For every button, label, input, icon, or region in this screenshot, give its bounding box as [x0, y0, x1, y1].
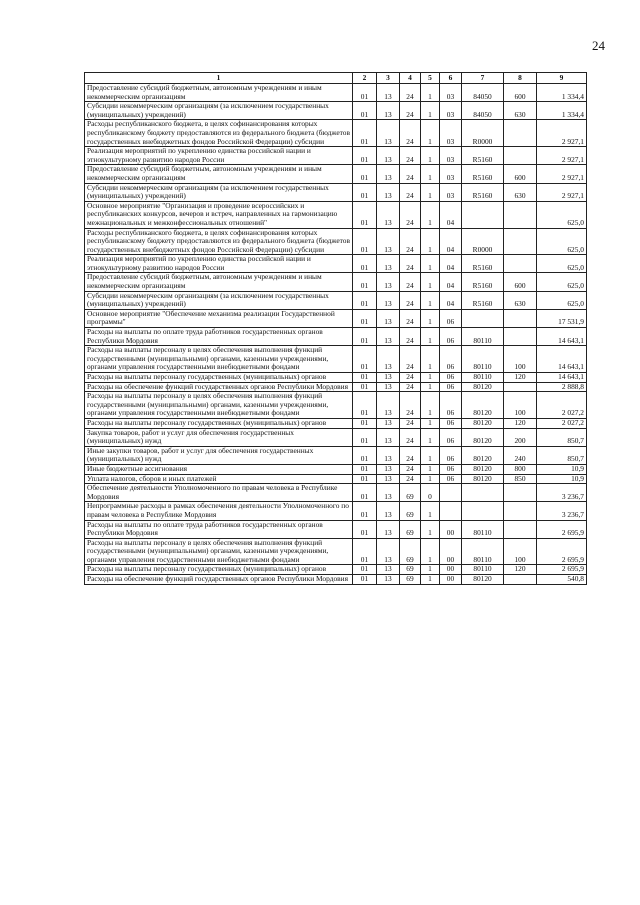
- subsection-code-cell: 13: [377, 565, 400, 575]
- subprogram-code-cell: 0: [421, 484, 440, 502]
- expense-type-code-cell: 600: [504, 273, 537, 291]
- column-header: 4: [400, 73, 421, 84]
- section-code-cell: 01: [353, 565, 377, 575]
- subprogram-code-cell: 1: [421, 474, 440, 484]
- program-code-cell: 24: [400, 273, 421, 291]
- section-code-cell: 01: [353, 309, 377, 327]
- amount-cell: 625,0: [537, 201, 587, 228]
- table-row: [85, 538, 587, 565]
- subprogram-code-cell: 1: [421, 120, 440, 147]
- subprogram-code-cell: 1: [421, 464, 440, 474]
- subprogram-code-cell: 1: [421, 328, 440, 346]
- table-row: [85, 346, 587, 373]
- row-name-cell: Иные бюджетные ассигнования: [85, 464, 353, 474]
- direction-code-cell: 80110: [462, 328, 504, 346]
- table-row: [85, 84, 587, 102]
- event-code-cell: 06: [440, 309, 462, 327]
- column-header: 1: [85, 73, 353, 84]
- amount-cell: 2 027,2: [537, 392, 587, 419]
- section-code-cell: 01: [353, 484, 377, 502]
- direction-code-cell: 80110: [462, 520, 504, 538]
- expense-type-code-cell: [504, 328, 537, 346]
- expense-type-code-cell: [504, 120, 537, 147]
- row-name-cell: Расходы республиканского бюджета, в целях софинансирования которых республиканскому бюджету предоставляются из федерального бюджета (бюджетов государственных внебюджетных фондов Российской Федерации) субсидии: [85, 228, 353, 255]
- direction-code-cell: R5160: [462, 147, 504, 165]
- program-code-cell: 24: [400, 446, 421, 464]
- subsection-code-cell: 13: [377, 428, 400, 446]
- column-header: 2: [353, 73, 377, 84]
- section-code-cell: 01: [353, 273, 377, 291]
- section-code-cell: 01: [353, 228, 377, 255]
- program-code-cell: 24: [400, 309, 421, 327]
- subsection-code-cell: 13: [377, 273, 400, 291]
- expense-type-code-cell: 630: [504, 102, 537, 120]
- subsection-code-cell: 13: [377, 418, 400, 428]
- row-name-cell: Расходы на выплаты персоналу государственных (муниципальных) органов: [85, 373, 353, 383]
- program-code-cell: 24: [400, 147, 421, 165]
- subsection-code-cell: 13: [377, 120, 400, 147]
- expense-type-code-cell: 120: [504, 418, 537, 428]
- row-name-cell: Расходы на выплаты персоналу в целях обеспечения выполнения функций государственными (муниципальными) органами, казенными учреждениями, органами управления государственными внебюджетными фондами: [85, 392, 353, 419]
- expense-type-code-cell: [504, 147, 537, 165]
- subprogram-code-cell: 1: [421, 565, 440, 575]
- table-row: [85, 373, 587, 383]
- table-row: [85, 428, 587, 446]
- table-row: [85, 502, 587, 520]
- row-name-cell: Закупка товаров, работ и услуг для обеспечения государственных (муниципальных) нужд: [85, 428, 353, 446]
- section-code-cell: 01: [353, 201, 377, 228]
- expense-type-code-cell: 630: [504, 291, 537, 309]
- section-code-cell: 01: [353, 382, 377, 392]
- table-row: [85, 255, 587, 273]
- direction-code-cell: 80120: [462, 464, 504, 474]
- section-code-cell: 01: [353, 120, 377, 147]
- event-code-cell: 00: [440, 538, 462, 565]
- subprogram-code-cell: 1: [421, 255, 440, 273]
- program-code-cell: 24: [400, 373, 421, 383]
- program-code-cell: 24: [400, 328, 421, 346]
- expense-type-code-cell: 120: [504, 373, 537, 383]
- subprogram-code-cell: 1: [421, 201, 440, 228]
- table-row: [85, 392, 587, 419]
- event-code-cell: 04: [440, 255, 462, 273]
- row-name-cell: Предоставление субсидий бюджетным, автономным учреждениям и иным некоммерческим организациям: [85, 273, 353, 291]
- expense-type-code-cell: 850: [504, 474, 537, 484]
- program-code-cell: 24: [400, 228, 421, 255]
- program-code-cell: 24: [400, 291, 421, 309]
- table-body: [85, 84, 587, 585]
- event-code-cell: 03: [440, 120, 462, 147]
- event-code-cell: 03: [440, 183, 462, 201]
- row-name-cell: Уплата налогов, сборов и иных платежей: [85, 474, 353, 484]
- row-name-cell: Обеспечение деятельности Уполномоченного по правам человека в Республике Мордовия: [85, 484, 353, 502]
- subsection-code-cell: 13: [377, 446, 400, 464]
- expense-type-code-cell: 600: [504, 165, 537, 183]
- amount-cell: 17 531,9: [537, 309, 587, 327]
- expense-type-code-cell: [504, 484, 537, 502]
- direction-code-cell: [462, 309, 504, 327]
- section-code-cell: 01: [353, 102, 377, 120]
- row-name-cell: Расходы республиканского бюджета, в целях софинансирования которых республиканскому бюджету предоставляются из федерального бюджета (бюджетов государственных внебюджетных фондов Российской Федерации) субсидии: [85, 120, 353, 147]
- subprogram-code-cell: 1: [421, 183, 440, 201]
- amount-cell: 2 695,9: [537, 538, 587, 565]
- expense-type-code-cell: 100: [504, 538, 537, 565]
- subsection-code-cell: 13: [377, 346, 400, 373]
- subsection-code-cell: 13: [377, 382, 400, 392]
- column-header: 9: [537, 73, 587, 84]
- expense-type-code-cell: 800: [504, 464, 537, 474]
- event-code-cell: 06: [440, 428, 462, 446]
- column-header: 7: [462, 73, 504, 84]
- row-name-cell: Расходы на выплаты персоналу государственных (муниципальных) органов: [85, 418, 353, 428]
- subprogram-code-cell: 1: [421, 84, 440, 102]
- budget-table: [84, 72, 587, 585]
- column-header: 5: [421, 73, 440, 84]
- direction-code-cell: 84050: [462, 84, 504, 102]
- amount-cell: 14 643,1: [537, 373, 587, 383]
- amount-cell: 10,9: [537, 464, 587, 474]
- event-code-cell: 04: [440, 228, 462, 255]
- event-code-cell: 04: [440, 273, 462, 291]
- expense-type-code-cell: [504, 228, 537, 255]
- program-code-cell: 24: [400, 474, 421, 484]
- row-name-cell: Основное мероприятие "Обеспечение механизма реализации Государственной программы": [85, 309, 353, 327]
- expense-type-code-cell: [504, 255, 537, 273]
- program-code-cell: 24: [400, 120, 421, 147]
- direction-code-cell: [462, 201, 504, 228]
- section-code-cell: 01: [353, 538, 377, 565]
- subsection-code-cell: 13: [377, 484, 400, 502]
- subsection-code-cell: 13: [377, 392, 400, 419]
- subprogram-code-cell: 1: [421, 446, 440, 464]
- event-code-cell: 03: [440, 165, 462, 183]
- program-code-cell: 69: [400, 502, 421, 520]
- subsection-code-cell: 13: [377, 328, 400, 346]
- program-code-cell: 24: [400, 346, 421, 373]
- expense-type-code-cell: 100: [504, 346, 537, 373]
- row-name-cell: Расходы на обеспечение функций государственных органов Республики Мордовия: [85, 575, 353, 585]
- table-header-row: [85, 73, 587, 84]
- direction-code-cell: 80120: [462, 575, 504, 585]
- section-code-cell: 01: [353, 328, 377, 346]
- event-code-cell: 06: [440, 464, 462, 474]
- direction-code-cell: 80120: [462, 418, 504, 428]
- program-code-cell: 69: [400, 520, 421, 538]
- row-name-cell: Субсидии некоммерческим организациям (за исключением государственных (муниципальных) учреждений): [85, 183, 353, 201]
- subprogram-code-cell: 1: [421, 291, 440, 309]
- amount-cell: 1 334,4: [537, 84, 587, 102]
- direction-code-cell: [462, 484, 504, 502]
- amount-cell: 1 334,4: [537, 102, 587, 120]
- amount-cell: 2 888,8: [537, 382, 587, 392]
- page-number: 24: [592, 38, 605, 53]
- amount-cell: 3 236,7: [537, 484, 587, 502]
- direction-code-cell: R5160: [462, 165, 504, 183]
- row-name-cell: Расходы на выплаты по оплате труда работников государственных органов Республики Мордовия: [85, 328, 353, 346]
- subprogram-code-cell: 1: [421, 418, 440, 428]
- event-code-cell: 06: [440, 392, 462, 419]
- expense-type-code-cell: 100: [504, 392, 537, 419]
- subprogram-code-cell: 1: [421, 346, 440, 373]
- table-row: [85, 309, 587, 327]
- row-name-cell: Расходы на обеспечение функций государственных органов Республики Мордовия: [85, 382, 353, 392]
- section-code-cell: 01: [353, 502, 377, 520]
- table-row: [85, 484, 587, 502]
- program-code-cell: 69: [400, 565, 421, 575]
- row-name-cell: Субсидии некоммерческим организациям (за исключением государственных (муниципальных) учреждений): [85, 291, 353, 309]
- table-row: [85, 520, 587, 538]
- amount-cell: 2 927,1: [537, 165, 587, 183]
- direction-code-cell: 80110: [462, 373, 504, 383]
- expense-type-code-cell: [504, 520, 537, 538]
- subsection-code-cell: 13: [377, 201, 400, 228]
- section-code-cell: 01: [353, 575, 377, 585]
- direction-code-cell: R5160: [462, 273, 504, 291]
- row-name-cell: Основное мероприятие "Организация и проведение всероссийских и республиканских конкурсов, вечеров и встреч, направленных на гармонизацию межнациональных и межконфессиональных отношений": [85, 201, 353, 228]
- subprogram-code-cell: 1: [421, 538, 440, 565]
- table-row: [85, 183, 587, 201]
- event-code-cell: 00: [440, 520, 462, 538]
- event-code-cell: 04: [440, 201, 462, 228]
- section-code-cell: 01: [353, 446, 377, 464]
- subsection-code-cell: 13: [377, 165, 400, 183]
- direction-code-cell: 80110: [462, 346, 504, 373]
- program-code-cell: 24: [400, 392, 421, 419]
- direction-code-cell: 80120: [462, 428, 504, 446]
- table-row: [85, 102, 587, 120]
- amount-cell: 2 695,9: [537, 520, 587, 538]
- program-code-cell: 24: [400, 201, 421, 228]
- subsection-code-cell: 13: [377, 255, 400, 273]
- section-code-cell: 01: [353, 373, 377, 383]
- direction-code-cell: R5160: [462, 255, 504, 273]
- amount-cell: 2 927,1: [537, 183, 587, 201]
- column-header: 8: [504, 73, 537, 84]
- subprogram-code-cell: 1: [421, 309, 440, 327]
- subsection-code-cell: 13: [377, 502, 400, 520]
- expense-type-code-cell: [504, 382, 537, 392]
- subsection-code-cell: 13: [377, 474, 400, 484]
- table-row: [85, 273, 587, 291]
- subsection-code-cell: 13: [377, 183, 400, 201]
- table-row: [85, 165, 587, 183]
- subsection-code-cell: 13: [377, 84, 400, 102]
- amount-cell: 3 236,7: [537, 502, 587, 520]
- expense-type-code-cell: 200: [504, 428, 537, 446]
- subprogram-code-cell: 1: [421, 102, 440, 120]
- subsection-code-cell: 13: [377, 228, 400, 255]
- program-code-cell: 24: [400, 165, 421, 183]
- row-name-cell: Предоставление субсидий бюджетным, автономным учреждениям и иным некоммерческим организациям: [85, 165, 353, 183]
- section-code-cell: 01: [353, 255, 377, 273]
- subprogram-code-cell: 1: [421, 502, 440, 520]
- expense-type-code-cell: 240: [504, 446, 537, 464]
- direction-code-cell: 80120: [462, 474, 504, 484]
- amount-cell: 625,0: [537, 291, 587, 309]
- amount-cell: 625,0: [537, 228, 587, 255]
- event-code-cell: 06: [440, 373, 462, 383]
- subsection-code-cell: 13: [377, 147, 400, 165]
- event-code-cell: 06: [440, 346, 462, 373]
- direction-code-cell: R0000: [462, 120, 504, 147]
- subprogram-code-cell: 1: [421, 273, 440, 291]
- event-code-cell: 06: [440, 446, 462, 464]
- table-row: [85, 446, 587, 464]
- amount-cell: 2 695,9: [537, 565, 587, 575]
- table-row: [85, 464, 587, 474]
- amount-cell: 625,0: [537, 273, 587, 291]
- row-name-cell: Расходы на выплаты по оплате труда работников государственных органов Республики Мордовия: [85, 520, 353, 538]
- program-code-cell: 69: [400, 575, 421, 585]
- section-code-cell: 01: [353, 183, 377, 201]
- event-code-cell: 00: [440, 575, 462, 585]
- subprogram-code-cell: 1: [421, 165, 440, 183]
- direction-code-cell: 84050: [462, 102, 504, 120]
- table-row: [85, 201, 587, 228]
- column-header: 3: [377, 73, 400, 84]
- event-code-cell: 06: [440, 418, 462, 428]
- expense-type-code-cell: [504, 502, 537, 520]
- program-code-cell: 69: [400, 538, 421, 565]
- table-row: [85, 120, 587, 147]
- event-code-cell: 03: [440, 84, 462, 102]
- amount-cell: 625,0: [537, 255, 587, 273]
- subprogram-code-cell: 1: [421, 575, 440, 585]
- subprogram-code-cell: 1: [421, 520, 440, 538]
- program-code-cell: 24: [400, 418, 421, 428]
- row-name-cell: Реализация мероприятий по укреплению единства российской нации и этнокультурному развитию народов России: [85, 147, 353, 165]
- event-code-cell: 03: [440, 147, 462, 165]
- section-code-cell: 01: [353, 464, 377, 474]
- section-code-cell: 01: [353, 474, 377, 484]
- subprogram-code-cell: 1: [421, 228, 440, 255]
- table-row: [85, 147, 587, 165]
- row-name-cell: Иные закупки товаров, работ и услуг для обеспечения государственных (муниципальных) нужд: [85, 446, 353, 464]
- row-name-cell: Предоставление субсидий бюджетным, автономным учреждениям и иным некоммерческим организациям: [85, 84, 353, 102]
- expense-type-code-cell: [504, 309, 537, 327]
- event-code-cell: 00: [440, 565, 462, 575]
- program-code-cell: 24: [400, 255, 421, 273]
- row-name-cell: Расходы на выплаты персоналу в целях обеспечения выполнения функций государственными (муниципальными) органами, казенными учреждениями, органами управления государственными внебюджетными фондами: [85, 538, 353, 565]
- row-name-cell: Непрограммные расходы в рамках обеспечения деятельности Уполномоченного по правам человека в Республике Мордовия: [85, 502, 353, 520]
- amount-cell: 10,9: [537, 474, 587, 484]
- program-code-cell: 24: [400, 428, 421, 446]
- amount-cell: 14 643,1: [537, 328, 587, 346]
- expense-type-code-cell: 630: [504, 183, 537, 201]
- event-code-cell: 03: [440, 102, 462, 120]
- direction-code-cell: R5160: [462, 291, 504, 309]
- amount-cell: 540,8: [537, 575, 587, 585]
- section-code-cell: 01: [353, 84, 377, 102]
- event-code-cell: 06: [440, 474, 462, 484]
- section-code-cell: 01: [353, 418, 377, 428]
- row-name-cell: Расходы на выплаты персоналу в целях обеспечения выполнения функций государственными (муниципальными) органами, казенными учреждениями, органами управления государственными внебюджетными фондами: [85, 346, 353, 373]
- direction-code-cell: R5160: [462, 183, 504, 201]
- subsection-code-cell: 13: [377, 520, 400, 538]
- table-row: [85, 228, 587, 255]
- direction-code-cell: 80110: [462, 565, 504, 575]
- program-code-cell: 24: [400, 464, 421, 474]
- event-code-cell: [440, 484, 462, 502]
- row-name-cell: Расходы на выплаты персоналу государственных (муниципальных) органов: [85, 565, 353, 575]
- program-code-cell: 24: [400, 84, 421, 102]
- row-name-cell: Реализация мероприятий по укреплению единства российской нации и этнокультурному развитию народов России: [85, 255, 353, 273]
- amount-cell: 2 927,1: [537, 147, 587, 165]
- expense-type-code-cell: [504, 575, 537, 585]
- direction-code-cell: 80120: [462, 446, 504, 464]
- program-code-cell: 69: [400, 484, 421, 502]
- amount-cell: 850,7: [537, 428, 587, 446]
- table-row: [85, 575, 587, 585]
- section-code-cell: 01: [353, 520, 377, 538]
- direction-code-cell: 80120: [462, 392, 504, 419]
- table-row: [85, 418, 587, 428]
- subsection-code-cell: 13: [377, 373, 400, 383]
- direction-code-cell: R0000: [462, 228, 504, 255]
- subsection-code-cell: 13: [377, 102, 400, 120]
- subsection-code-cell: 13: [377, 538, 400, 565]
- expense-type-code-cell: 600: [504, 84, 537, 102]
- direction-code-cell: 80110: [462, 538, 504, 565]
- program-code-cell: 24: [400, 102, 421, 120]
- event-code-cell: [440, 502, 462, 520]
- direction-code-cell: 80120: [462, 382, 504, 392]
- table-row: [85, 328, 587, 346]
- expense-type-code-cell: 120: [504, 565, 537, 575]
- amount-cell: 2 927,1: [537, 120, 587, 147]
- section-code-cell: 01: [353, 165, 377, 183]
- event-code-cell: 04: [440, 291, 462, 309]
- subprogram-code-cell: 1: [421, 392, 440, 419]
- table-row: [85, 291, 587, 309]
- event-code-cell: 06: [440, 382, 462, 392]
- amount-cell: 14 643,1: [537, 346, 587, 373]
- event-code-cell: 06: [440, 328, 462, 346]
- program-code-cell: 24: [400, 382, 421, 392]
- program-code-cell: 24: [400, 183, 421, 201]
- section-code-cell: 01: [353, 428, 377, 446]
- row-name-cell: Субсидии некоммерческим организациям (за исключением государственных (муниципальных) учреждений): [85, 102, 353, 120]
- subprogram-code-cell: 1: [421, 428, 440, 446]
- section-code-cell: 01: [353, 392, 377, 419]
- subsection-code-cell: 13: [377, 291, 400, 309]
- amount-cell: 850,7: [537, 446, 587, 464]
- subprogram-code-cell: 1: [421, 373, 440, 383]
- subsection-code-cell: 13: [377, 309, 400, 327]
- subprogram-code-cell: 1: [421, 147, 440, 165]
- section-code-cell: 01: [353, 147, 377, 165]
- section-code-cell: 01: [353, 346, 377, 373]
- subsection-code-cell: 13: [377, 575, 400, 585]
- subprogram-code-cell: 1: [421, 382, 440, 392]
- expense-type-code-cell: [504, 201, 537, 228]
- direction-code-cell: [462, 502, 504, 520]
- column-header: 6: [440, 73, 462, 84]
- amount-cell: 2 027,2: [537, 418, 587, 428]
- section-code-cell: 01: [353, 291, 377, 309]
- subsection-code-cell: 13: [377, 464, 400, 474]
